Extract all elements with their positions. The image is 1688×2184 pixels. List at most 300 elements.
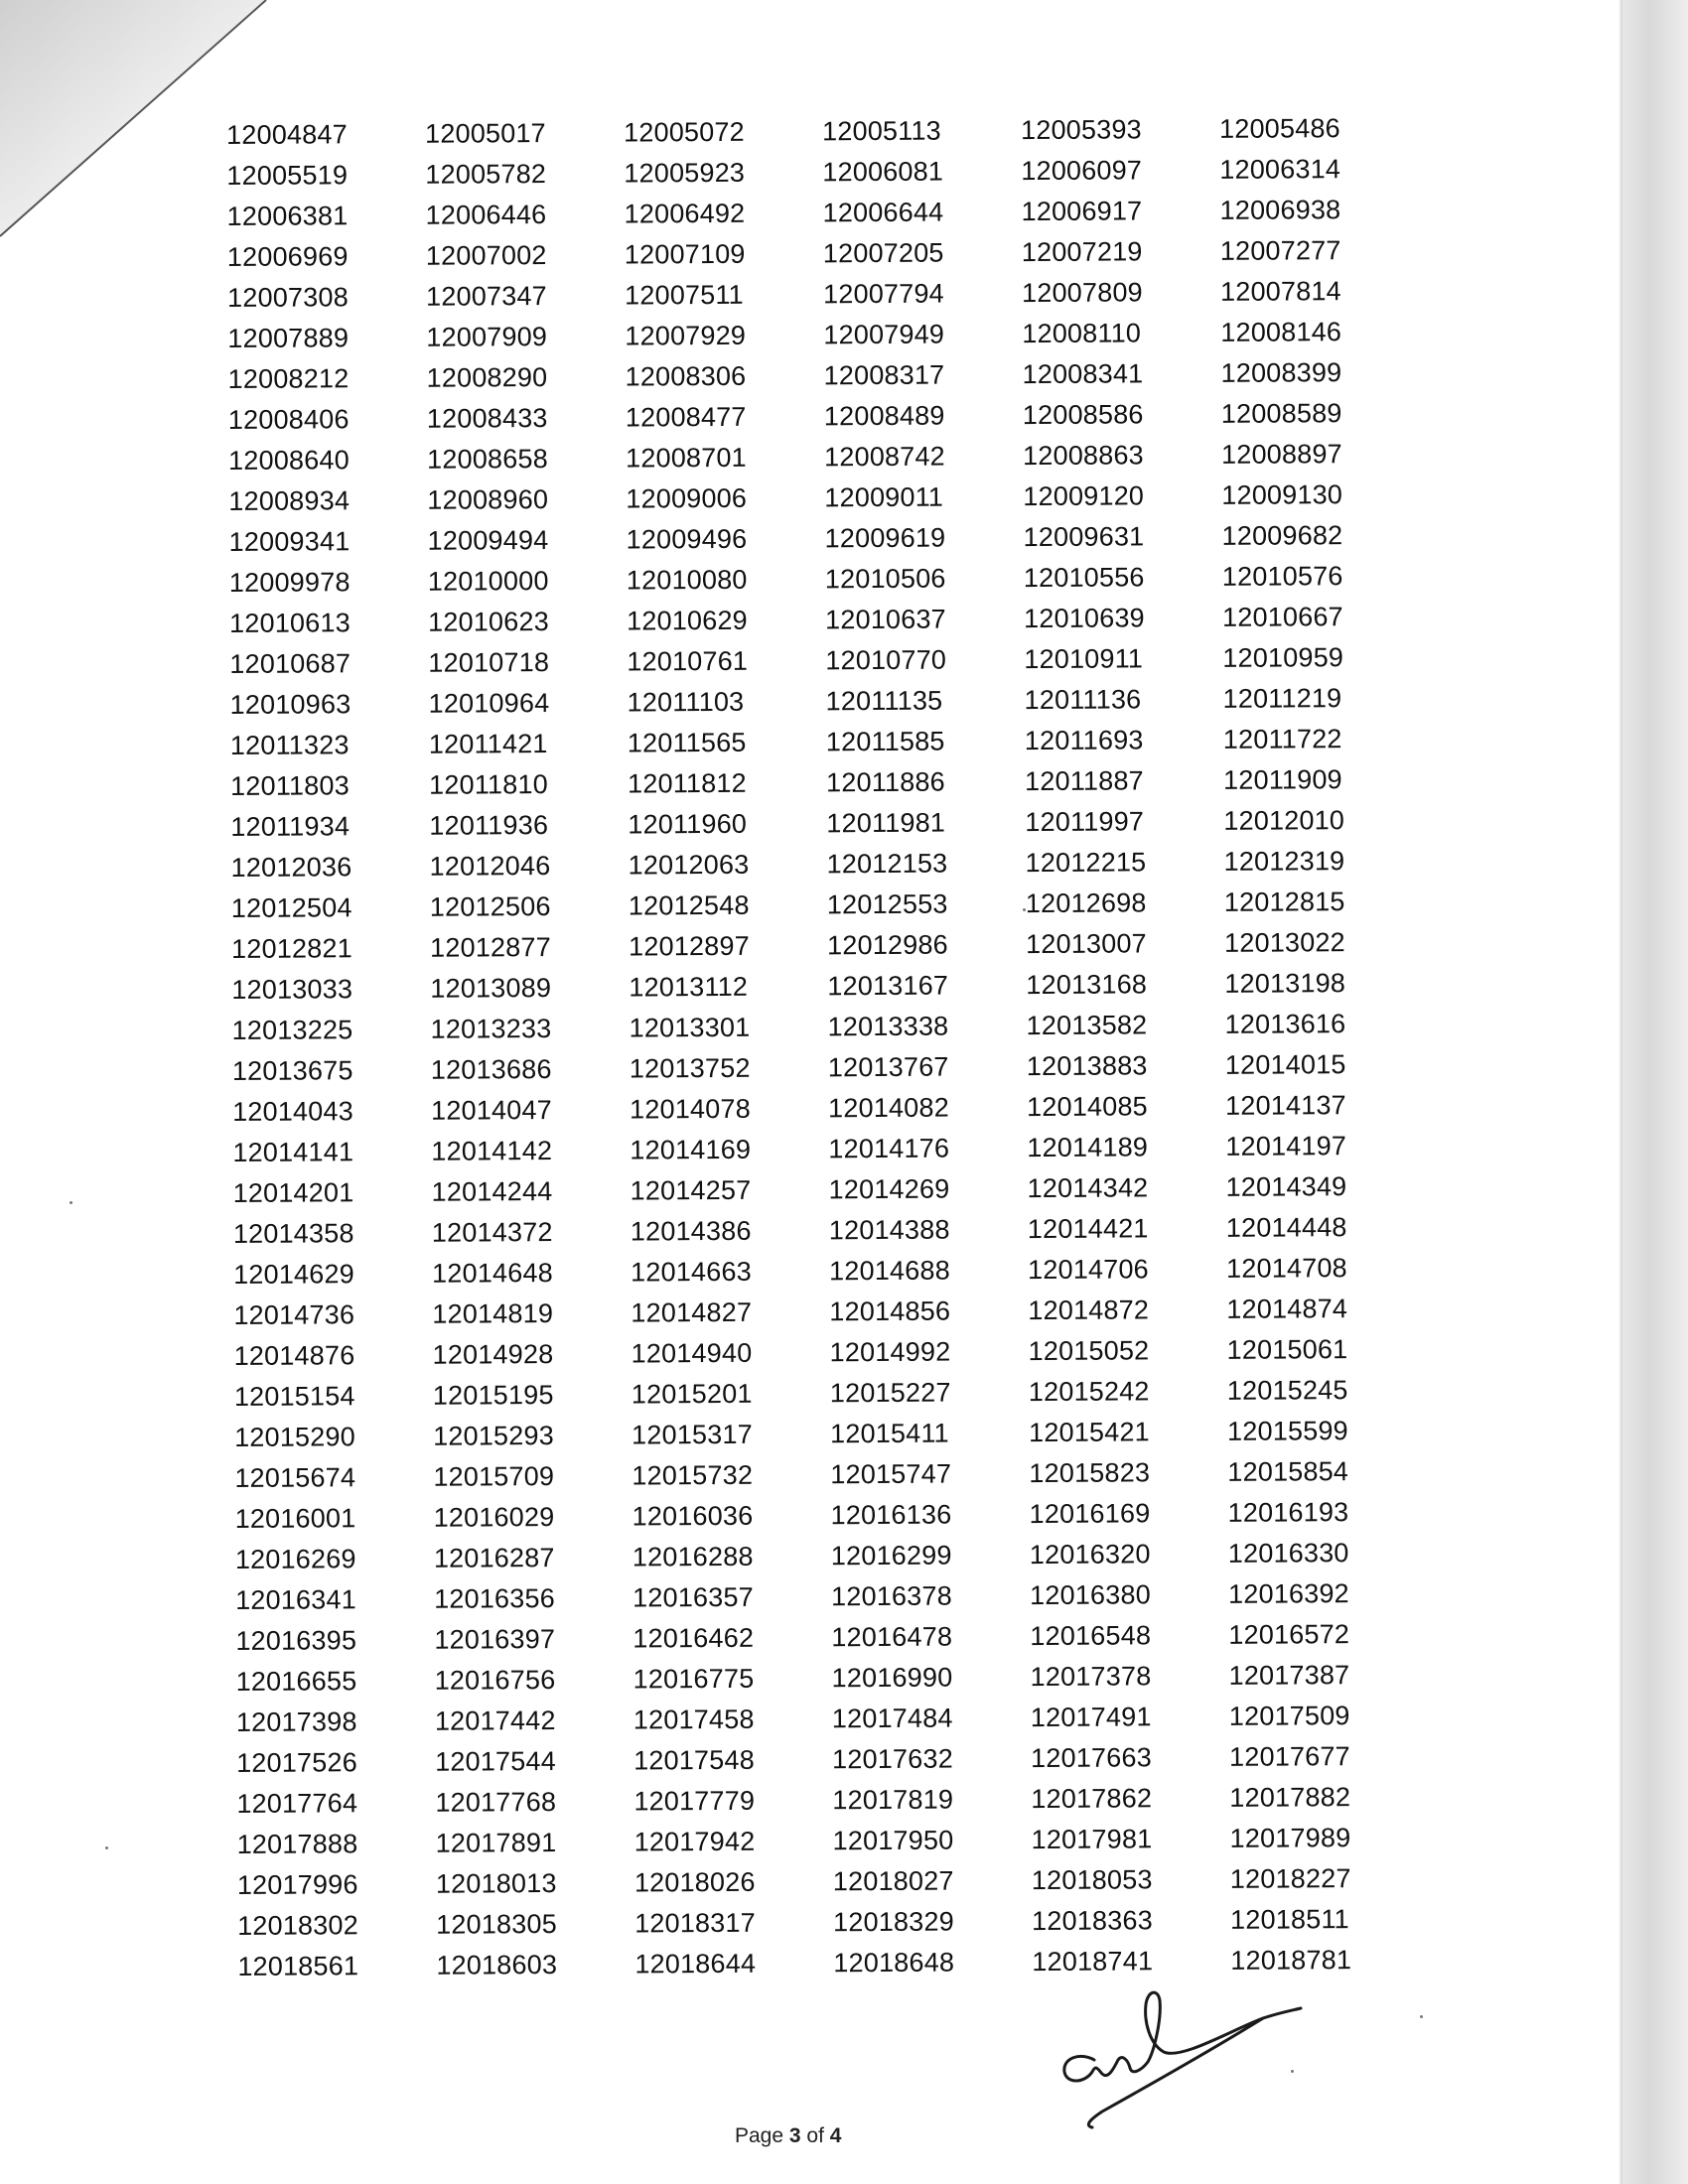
roll-number-cell: 12007929 [625, 320, 747, 351]
roll-number-cell: 12010718 [428, 647, 550, 678]
roll-number-cell: 12014137 [1225, 1090, 1346, 1121]
roll-number-cell: 12013233 [430, 1014, 552, 1044]
roll-number-cell: 12011960 [628, 808, 748, 840]
roll-number-cell: 12008399 [1220, 357, 1342, 388]
roll-number-cell: 12017526 [236, 1747, 357, 1778]
table-row [230, 719, 1422, 766]
roll-number-cell: 12011909 [1223, 764, 1342, 795]
roll-number-cell: 12014257 [630, 1174, 752, 1206]
roll-number-cell: 12013022 [1224, 927, 1345, 958]
roll-number-cell: 12005923 [624, 157, 746, 189]
roll-number-cell: 12014629 [233, 1259, 354, 1290]
table-row [230, 759, 1422, 807]
roll-number-cell: 12014141 [232, 1137, 354, 1167]
roll-number-cell: 12015061 [1226, 1334, 1348, 1365]
table-row [227, 190, 1419, 237]
roll-number-cell: 12017458 [633, 1704, 755, 1735]
roll-number-cell: 12007511 [625, 279, 744, 311]
roll-number-cell: 12014876 [233, 1340, 355, 1371]
roll-number-cell: 12015290 [234, 1422, 355, 1452]
roll-number-cell: 12010964 [428, 688, 550, 719]
roll-number-cell: 12012046 [429, 851, 551, 882]
roll-number-cell: 12011934 [230, 811, 351, 842]
roll-number-cell: 12006644 [822, 197, 944, 228]
table-row [236, 1777, 1428, 1825]
table-row [236, 1655, 1428, 1703]
roll-number-cell: 12011136 [1024, 684, 1142, 716]
roll-number-cell: 12015732 [632, 1459, 754, 1491]
roll-number-cell: 12008897 [1221, 439, 1342, 470]
roll-number-cell: 12006969 [226, 241, 349, 272]
roll-number-cell: 12011722 [1222, 724, 1342, 754]
roll-number-cell: 12018027 [832, 1865, 954, 1897]
roll-number-cell: 12012698 [1025, 887, 1147, 919]
roll-number-cell: 12008433 [426, 403, 548, 434]
roll-number-cell: 12013198 [1224, 968, 1346, 999]
table-row [233, 1166, 1425, 1214]
roll-number-cell: 12014349 [1225, 1171, 1347, 1202]
table-row [235, 1573, 1427, 1621]
roll-number-cell: 12011812 [628, 767, 747, 799]
roll-number-cell: 12013168 [1026, 969, 1148, 1001]
roll-number-cell: 12015421 [1029, 1417, 1150, 1448]
roll-number-cell: 12009631 [1023, 521, 1145, 553]
roll-number-cell: 12016655 [235, 1666, 357, 1697]
table-row [236, 1696, 1428, 1743]
roll-number-cell: 12009341 [228, 526, 351, 557]
roll-number-cell: 12012897 [629, 930, 750, 962]
roll-number-cell: 12016478 [831, 1621, 953, 1653]
roll-number-cell: 12010080 [626, 564, 748, 596]
roll-number-cell: 12018305 [436, 1909, 557, 1940]
roll-number-cell: 12016548 [1030, 1620, 1152, 1652]
roll-number-cell: 12014142 [431, 1136, 553, 1166]
roll-number-cell: 12004847 [226, 119, 348, 150]
roll-number-cell: 12008146 [1220, 317, 1342, 347]
roll-number-cell: 12005072 [624, 116, 745, 148]
roll-number-cell: 12014201 [232, 1177, 354, 1208]
roll-number-cell: 12012036 [230, 852, 352, 883]
page-of-label: of [800, 2124, 830, 2147]
roll-number-cell: 12016357 [633, 1581, 754, 1613]
roll-number-cell: 12018013 [435, 1868, 557, 1899]
table-row [229, 515, 1421, 563]
roll-number-cell: 12010639 [1024, 603, 1145, 634]
roll-number-cell: 12013883 [1026, 1050, 1148, 1082]
roll-number-cell: 12016756 [434, 1665, 556, 1696]
roll-number-cell: 12007794 [823, 278, 944, 310]
table-row [234, 1451, 1426, 1499]
roll-number-cell: 12015599 [1227, 1416, 1348, 1446]
scan-speck [105, 1846, 108, 1849]
roll-number-cell: 12014708 [1226, 1253, 1347, 1284]
roll-number-cell: 12018511 [1230, 1904, 1349, 1935]
roll-number-cell: 12012319 [1223, 846, 1345, 877]
roll-number-cell: 12010687 [229, 648, 352, 679]
roll-number-cell: 12013033 [231, 974, 353, 1005]
roll-number-cell: 12006938 [1219, 195, 1341, 225]
roll-number-cell: 12015245 [1226, 1375, 1348, 1406]
roll-number-cell: 12017882 [1229, 1782, 1351, 1813]
roll-number-cell: 12008477 [625, 401, 747, 433]
roll-number-cell: 12018781 [1230, 1945, 1352, 1976]
roll-number-cell: 12005782 [425, 159, 547, 190]
table-row [237, 1818, 1429, 1865]
roll-number-cell: 12017442 [434, 1706, 556, 1736]
roll-number-cell: 12011421 [428, 729, 548, 759]
roll-number-cell: 12014928 [432, 1339, 554, 1370]
roll-number-cell: 12009496 [626, 523, 748, 555]
roll-number-cell: 12014856 [829, 1296, 951, 1327]
roll-number-cell: 12008212 [227, 363, 350, 394]
roll-number-cell: 12005393 [1021, 114, 1142, 146]
roll-number-cell: 12007002 [425, 240, 547, 271]
roll-number-cell: 12015823 [1029, 1457, 1151, 1489]
table-row [235, 1533, 1427, 1580]
roll-number-cell: 12015674 [234, 1462, 356, 1493]
roll-number-cell: 12006097 [1021, 155, 1143, 187]
roll-number-cell: 12017989 [1229, 1823, 1351, 1853]
roll-number-cell: 12008658 [427, 444, 548, 475]
roll-number-cell: 12017663 [1031, 1742, 1152, 1774]
roll-number-cell: 12011585 [825, 726, 945, 757]
roll-number-cell: 12014648 [432, 1258, 553, 1289]
roll-number-cell: 12013301 [629, 1012, 751, 1043]
table-row [230, 678, 1422, 726]
table-row [232, 1004, 1424, 1051]
table-row [231, 922, 1423, 970]
table-row [233, 1248, 1425, 1296]
roll-number-cell: 12010963 [229, 689, 352, 720]
roll-number-cell: 12017950 [832, 1825, 954, 1856]
table-row [229, 556, 1421, 604]
roll-number-cell: 12016392 [1228, 1578, 1349, 1609]
roll-number-cell: 12007949 [823, 319, 945, 350]
roll-number-cell: 12018648 [833, 1947, 955, 1979]
roll-number-cell: 12006081 [822, 156, 944, 188]
roll-number-cell: 12014169 [630, 1134, 752, 1165]
table-row [232, 1044, 1424, 1092]
roll-number-cell: 12015201 [631, 1378, 753, 1410]
roll-number-cell: 12009120 [1023, 480, 1145, 512]
roll-number-cell: 12018302 [237, 1910, 358, 1941]
roll-number-cell: 12014197 [1225, 1131, 1347, 1161]
roll-number-cell: 12008306 [625, 360, 747, 392]
roll-number-cell: 12007109 [624, 238, 746, 270]
roll-number-cell: 12015747 [830, 1458, 952, 1490]
roll-number-cell: 12014706 [1028, 1254, 1149, 1286]
roll-number-cell: 12017548 [633, 1744, 755, 1776]
total-page-number: 4 [829, 2124, 842, 2147]
roll-number-cell: 12008589 [1220, 398, 1342, 429]
roll-number-cell: 12017387 [1228, 1660, 1350, 1691]
roll-number-cell: 12011323 [229, 730, 350, 760]
roll-number-cell: 12016395 [235, 1625, 357, 1656]
table-row [228, 393, 1420, 441]
roll-number-cell: 12015293 [433, 1421, 554, 1451]
roll-number-cell: 12010629 [627, 605, 748, 636]
table-row [232, 1085, 1424, 1133]
roll-number-cell: 12008317 [823, 359, 945, 391]
roll-number-cell: 12008934 [228, 485, 351, 516]
roll-number-cell: 12015854 [1227, 1456, 1349, 1487]
roll-number-cell: 12014688 [829, 1255, 950, 1287]
roll-number-cell: 12016397 [434, 1624, 556, 1655]
roll-number-cell: 12016330 [1227, 1538, 1349, 1569]
roll-number-cell: 12012506 [429, 891, 551, 922]
roll-number-cell: 12016001 [234, 1503, 356, 1534]
table-row [234, 1329, 1426, 1377]
roll-number-cell: 12014388 [828, 1214, 950, 1246]
roll-number-cell: 12013089 [430, 973, 552, 1004]
roll-number-cell: 12007219 [1021, 236, 1143, 268]
roll-number-cell: 12008701 [626, 442, 747, 474]
roll-number-cell: 12018227 [1229, 1863, 1351, 1894]
roll-number-cell: 12014874 [1226, 1294, 1348, 1324]
roll-number-cell: 12014940 [631, 1337, 753, 1369]
roll-number-cell: 12014085 [1027, 1091, 1148, 1123]
roll-number-cell: 12013752 [629, 1052, 751, 1084]
roll-number-cell: 12013167 [827, 970, 949, 1002]
roll-number-cell: 12017764 [236, 1788, 358, 1819]
roll-number-cell: 12015154 [233, 1381, 355, 1412]
current-page-number: 3 [788, 2124, 801, 2147]
roll-number-cell: 12013007 [1026, 928, 1147, 960]
handwritten-signature [1033, 1961, 1311, 2134]
roll-number-cell: 12016269 [234, 1544, 356, 1574]
table-row [236, 1736, 1428, 1784]
roll-number-cell: 12005519 [226, 160, 349, 191]
roll-number-cell: 12010667 [1222, 602, 1343, 632]
roll-number-cell: 12008863 [1023, 440, 1144, 472]
roll-number-cell: 12017544 [435, 1746, 556, 1777]
roll-number-cell: 12010637 [825, 604, 946, 635]
roll-number-cell: 12016378 [831, 1580, 952, 1612]
roll-number-cell: 12007889 [227, 323, 350, 353]
roll-number-cell: 12005113 [822, 115, 941, 147]
roll-number-cell: 12014448 [1225, 1212, 1347, 1243]
roll-number-cell: 12010556 [1023, 562, 1145, 594]
roll-number-cell: 12016572 [1228, 1619, 1350, 1650]
roll-number-table [226, 108, 1429, 1987]
roll-number-cell: 12008341 [1022, 358, 1144, 390]
roll-number-cell: 12018329 [833, 1906, 954, 1938]
roll-number-cell: 12009130 [1221, 479, 1343, 510]
roll-number-cell: 12017888 [236, 1829, 358, 1859]
roll-number-cell: 12008489 [823, 400, 945, 432]
roll-number-cell: 12013338 [827, 1011, 949, 1042]
roll-number-cell: 12016288 [632, 1541, 754, 1572]
roll-number-cell: 12008110 [1022, 318, 1142, 349]
roll-number-cell: 12010506 [824, 563, 946, 595]
roll-number-cell: 12015052 [1028, 1335, 1150, 1367]
roll-number-cell: 12012504 [230, 892, 352, 923]
roll-number-cell: 12017981 [1031, 1824, 1153, 1855]
roll-number-cell: 12007308 [227, 282, 349, 313]
roll-number-cell: 12011135 [825, 685, 943, 717]
roll-number-cell: 12012821 [231, 933, 352, 964]
roll-number-cell: 12012153 [826, 848, 948, 880]
table-row [234, 1411, 1426, 1458]
roll-number-cell: 12013675 [231, 1055, 353, 1086]
roll-number-cell: 12007909 [426, 322, 548, 352]
roll-number-cell: 12013225 [231, 1015, 353, 1045]
roll-number-cell: 12009006 [626, 482, 748, 514]
table-row [227, 312, 1419, 359]
roll-number-cell: 12014386 [630, 1215, 752, 1247]
roll-number-cell: 12007347 [426, 281, 547, 312]
scan-speck [1291, 2070, 1294, 2073]
roll-number-cell: 12015242 [1028, 1376, 1150, 1408]
roll-number-cell: 12006314 [1219, 154, 1341, 185]
roll-number-cell: 12011565 [627, 727, 747, 758]
table-row [233, 1207, 1425, 1255]
table-row [228, 434, 1420, 481]
roll-number-cell: 12018053 [1031, 1864, 1153, 1896]
roll-number-cell: 12014736 [233, 1299, 355, 1330]
roll-number-cell: 12016380 [1030, 1579, 1151, 1611]
roll-number-cell: 12011997 [1025, 806, 1145, 838]
roll-number-cell: 12006917 [1021, 196, 1143, 227]
roll-number-cell: 12017942 [633, 1826, 756, 1857]
roll-number-cell: 12014078 [630, 1093, 751, 1125]
roll-number-cell: 12011803 [230, 770, 350, 801]
roll-number-cell: 12016136 [830, 1499, 952, 1531]
roll-number-cell: 12014872 [1028, 1295, 1150, 1326]
roll-number-cell: 12013112 [629, 971, 749, 1003]
roll-number-cell: 12014663 [631, 1256, 752, 1288]
scan-speck [70, 1201, 72, 1204]
roll-number-cell: 12014819 [432, 1298, 554, 1329]
roll-number-cell: 12014176 [828, 1133, 950, 1164]
roll-number-cell: 12016029 [433, 1502, 555, 1533]
page-number-footer [735, 2124, 841, 2148]
table-row [234, 1370, 1426, 1418]
roll-number-cell: 12016036 [632, 1500, 754, 1532]
roll-number-cell: 12011936 [429, 810, 549, 841]
roll-number-cell: 12008406 [227, 404, 350, 435]
roll-number-cell: 12013767 [827, 1051, 949, 1083]
roll-number-cell: 12014269 [828, 1173, 950, 1205]
roll-number-cell: 12017768 [435, 1787, 557, 1818]
roll-number-cell: 12014189 [1027, 1132, 1149, 1163]
roll-number-cell: 12016990 [831, 1662, 953, 1694]
roll-number-cell: 12010911 [1024, 643, 1144, 675]
roll-number-cell: 12014015 [1224, 1049, 1346, 1080]
roll-number-cell: 12017891 [435, 1828, 557, 1858]
roll-number-cell: 12011810 [429, 769, 548, 800]
roll-number-cell: 12018644 [634, 1948, 757, 1979]
roll-number-cell: 12017509 [1228, 1701, 1350, 1731]
roll-number-cell: 12012815 [1223, 887, 1345, 917]
roll-number-cell: 12015195 [432, 1380, 554, 1411]
roll-number-cell: 12017378 [1030, 1661, 1152, 1693]
roll-number-cell: 12014244 [431, 1176, 553, 1207]
roll-number-cell: 12018363 [1032, 1905, 1153, 1937]
table-row [228, 352, 1420, 400]
table-row [226, 108, 1418, 156]
roll-number-cell: 12018603 [436, 1950, 558, 1980]
roll-number-table-body [226, 108, 1429, 1987]
roll-number-cell: 12009011 [824, 481, 944, 513]
roll-number-cell: 12014342 [1027, 1172, 1149, 1204]
scan-edge-strip [1622, 0, 1688, 2184]
table-row [237, 1899, 1429, 1947]
table-row [227, 230, 1419, 278]
table-row [229, 637, 1421, 685]
roll-number-cell: 12007814 [1220, 276, 1341, 307]
roll-number-cell: 12015411 [830, 1418, 949, 1449]
roll-number-cell: 12010770 [825, 644, 947, 676]
roll-number-cell: 12018741 [1032, 1946, 1154, 1978]
roll-number-cell: 12008586 [1022, 399, 1144, 431]
roll-number-cell: 12012553 [826, 888, 948, 920]
table-row [226, 149, 1418, 197]
roll-number-cell: 12008290 [426, 362, 548, 393]
roll-number-cell: 12014047 [431, 1095, 552, 1126]
roll-number-cell: 12012986 [827, 929, 948, 961]
roll-number-cell: 12005017 [425, 118, 546, 149]
roll-number-cell: 12014992 [829, 1336, 951, 1368]
roll-number-cell: 12012063 [628, 849, 750, 881]
table-row [232, 1126, 1424, 1173]
roll-number-cell: 12014372 [431, 1217, 553, 1248]
roll-number-cell: 12018317 [634, 1907, 756, 1939]
table-row [231, 963, 1423, 1011]
roll-number-cell: 12018026 [633, 1866, 756, 1898]
scan-speck [1023, 908, 1026, 911]
roll-number-cell: 12011219 [1222, 683, 1342, 714]
roll-number-cell: 12017819 [832, 1784, 954, 1816]
roll-number-cell: 12010959 [1222, 642, 1344, 673]
roll-number-cell: 12010000 [427, 566, 549, 597]
page-label: Page [735, 2124, 789, 2147]
roll-number-cell: 12009682 [1221, 520, 1343, 551]
roll-number-cell: 12017677 [1229, 1741, 1350, 1772]
roll-number-cell: 12008742 [824, 441, 945, 473]
roll-number-cell: 12016356 [434, 1583, 555, 1614]
roll-number-cell: 12010613 [229, 608, 351, 638]
roll-number-cell: 12009494 [427, 525, 549, 556]
roll-number-cell: 12015709 [433, 1461, 555, 1492]
roll-number-cell: 12017779 [633, 1785, 756, 1817]
table-row [229, 597, 1421, 644]
roll-number-cell: 12012548 [628, 889, 750, 921]
roll-number-cell: 12012215 [1025, 847, 1147, 879]
roll-number-cell: 12014043 [232, 1096, 353, 1127]
table-row [228, 475, 1420, 522]
roll-number-cell: 12012877 [430, 932, 551, 963]
roll-number-cell: 12016341 [235, 1584, 356, 1615]
roll-number-cell: 12016320 [1029, 1539, 1151, 1570]
roll-number-cell: 12016462 [633, 1622, 755, 1654]
roll-number-cell: 12006446 [425, 200, 547, 230]
roll-number-cell: 12009619 [824, 522, 946, 554]
roll-number-cell: 12006492 [624, 198, 746, 229]
table-row [235, 1492, 1427, 1540]
roll-number-cell: 12011886 [826, 766, 945, 798]
roll-number-cell: 12007205 [822, 237, 944, 269]
roll-number-cell: 12017398 [235, 1706, 357, 1737]
roll-number-cell: 12008640 [228, 445, 350, 476]
roll-number-cell: 12010761 [627, 645, 749, 677]
roll-number-cell: 12012010 [1223, 805, 1345, 836]
roll-number-cell: 12006381 [226, 201, 349, 231]
roll-number-cell: 12013616 [1224, 1009, 1346, 1039]
roll-number-cell: 12015317 [632, 1419, 753, 1450]
table-row [230, 800, 1422, 848]
roll-number-cell: 12016775 [633, 1663, 755, 1695]
